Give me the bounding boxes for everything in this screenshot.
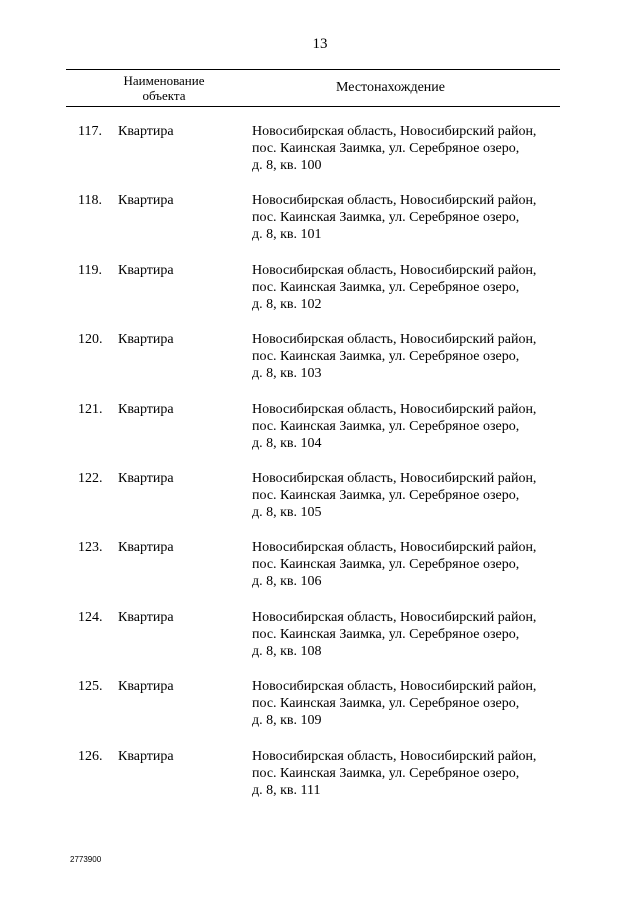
object-location (252, 123, 572, 174)
location-line: Новосибирская область, Новосибирский район, (252, 609, 537, 625)
object-location (252, 401, 572, 452)
page-number: 13 (312, 36, 328, 52)
object-location (252, 678, 572, 729)
row-number: 123. (78, 540, 103, 556)
location-line: пос. Каинская Заимка, ул. Серебряное озеро, (252, 626, 520, 642)
document-code: 2773900 (70, 855, 102, 864)
table-row (0, 748, 640, 817)
location-line: д. 8, кв. 104 (252, 435, 322, 451)
table-row (0, 539, 640, 608)
location-line: Новосибирская область, Новосибирский район, (252, 262, 537, 278)
object-location (252, 609, 572, 660)
object-location (252, 192, 572, 243)
object-name: Квартира (118, 748, 174, 764)
row-number: 120. (78, 332, 103, 348)
table-row (0, 401, 640, 470)
object-location (252, 748, 572, 799)
location-line: Новосибирская область, Новосибирский район, (252, 748, 537, 764)
row-number: 121. (78, 401, 103, 417)
object-name: Квартира (118, 193, 174, 209)
location-line: пос. Каинская Заимка, ул. Серебряное озеро, (252, 557, 520, 573)
location-line: Новосибирская область, Новосибирский район, (252, 679, 537, 695)
location-line: Новосибирская область, Новосибирский район, (252, 193, 537, 209)
location-line: пос. Каинская Заимка, ул. Серебряное озеро, (252, 349, 520, 365)
object-name: Квартира (118, 609, 174, 625)
location-line: д. 8, кв. 108 (252, 643, 322, 659)
object-name: Квартира (118, 332, 174, 348)
row-number: 122. (78, 470, 103, 486)
row-number: 119. (78, 262, 102, 278)
location-line: пос. Каинская Заимка, ул. Серебряное озеро, (252, 210, 520, 226)
location-line: д. 8, кв. 105 (252, 504, 322, 520)
object-location (252, 539, 572, 590)
location-line: д. 8, кв. 111 (252, 782, 321, 798)
location-line: Новосибирская область, Новосибирский район, (252, 332, 537, 348)
location-line: Новосибирская область, Новосибирский район, (252, 470, 537, 486)
location-line: д. 8, кв. 106 (252, 574, 322, 590)
location-line: д. 8, кв. 109 (252, 713, 322, 729)
location-line: пос. Каинская Заимка, ул. Серебряное озеро, (252, 141, 520, 156)
location-line: Новосибирская область, Новосибирский район, (252, 124, 537, 139)
location-line: пос. Каинская Заимка, ул. Серебряное озеро, (252, 279, 520, 295)
row-number: 125. (78, 679, 103, 695)
location-line: д. 8, кв. 100 (252, 158, 322, 173)
table-row (0, 123, 640, 192)
object-name: Квартира (118, 401, 174, 417)
location-line: Новосибирская область, Новосибирский район, (252, 540, 537, 556)
table-row (0, 192, 640, 261)
row-number: 126. (78, 748, 103, 764)
object-name: Квартира (118, 470, 174, 486)
location-line: пос. Каинская Заимка, ул. Серебряное озеро, (252, 765, 520, 781)
column-header-location: Местонахождение (336, 80, 446, 95)
table-row (0, 609, 640, 678)
object-name: Квартира (118, 262, 174, 278)
table-row (0, 331, 640, 400)
location-line: пос. Каинская Заимка, ул. Серебряное озеро, (252, 418, 520, 434)
table-row (0, 678, 640, 747)
object-name: Квартира (118, 124, 174, 139)
object-location (252, 331, 572, 382)
location-line: пос. Каинская Заимка, ул. Серебряное озеро, (252, 487, 520, 503)
table-body (0, 123, 640, 817)
table-header (66, 69, 560, 107)
location-line: д. 8, кв. 102 (252, 296, 322, 312)
location-line: Новосибирская область, Новосибирский район, (252, 401, 537, 417)
row-number: 124. (78, 609, 103, 625)
table-row (0, 470, 640, 539)
object-location (252, 262, 572, 313)
location-line: д. 8, кв. 101 (252, 227, 322, 243)
row-number: 117. (78, 124, 102, 139)
row-number: 118. (78, 193, 102, 209)
location-line: д. 8, кв. 103 (252, 366, 322, 382)
location-line: пос. Каинская Заимка, ул. Серебряное озеро, (252, 696, 520, 712)
column-header-name: Наименование объекта (123, 73, 205, 103)
object-name: Квартира (118, 540, 174, 556)
object-location (252, 470, 572, 521)
object-name: Квартира (118, 679, 174, 695)
table-row (0, 262, 640, 331)
